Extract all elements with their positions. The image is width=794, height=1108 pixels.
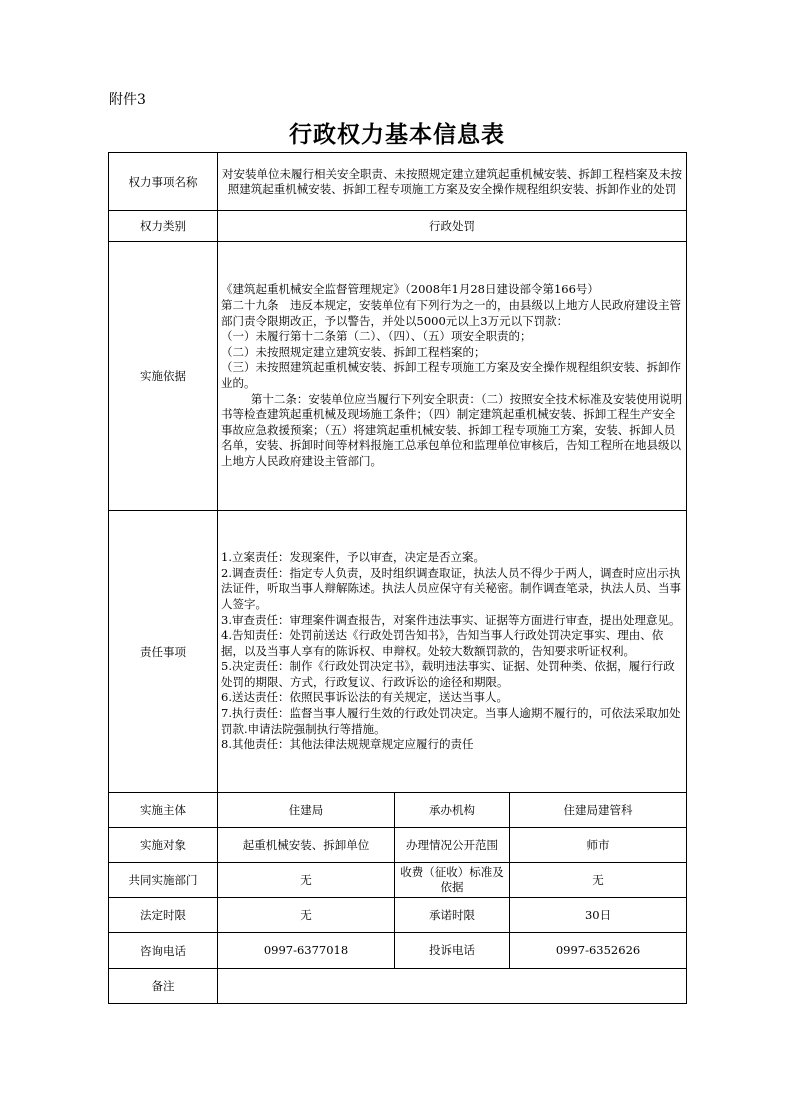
basis-paragraph: （一）未履行第十二条第（二）、（四）、（五）项安全职责的； (221, 329, 532, 344)
basis-paragraph: 第十二条：安装单位应当履行下列安全职责：（二）按照安全技术标准及安装使用说明书等检查建筑起重机械及现场施工条件；（四）制定建筑起重机械安装、拆卸工程生产安全事故应急救援预案；（五）将建筑起重机械安装、拆卸工程专项施工方案，安装、拆卸人员名单，安装、拆卸时间等材料报施工总承包单位和监理单位审核后，告知工程所在地县级以上地方人民政府建设主管部门。 (221, 391, 683, 468)
responsibility-item: 2.调查责任：指定专人负责，及时组织调查取证，执法人员不得少于两人，调查时应出示执法证件，听取当事人辩解陈述。执法人员应保守有关秘密。制作调查笔录，执法人员、当事人签字。 (221, 565, 681, 611)
basis-paragraph: 第二十九条 违反本规定，安装单位有下列行为之一的，由县级以上地方人民政府建设主管部门责令限期改正，予以警告，并处以5000元以上3万元以下罚款： (221, 298, 681, 328)
item-name-label: 权力事项名称 (109, 153, 218, 211)
legal-time-limit-label: 法定时限 (109, 898, 218, 933)
promised-time-limit-label: 承诺时限 (395, 898, 510, 933)
row-time-limit (109, 898, 687, 933)
handling-agency-value: 住建局建管科 (510, 793, 687, 828)
target-value: 起重机械安装、拆卸单位 (218, 828, 395, 863)
row-responsibility (109, 511, 687, 793)
legal-time-limit-value: 无 (218, 898, 395, 933)
responsibility-item: 8.其他责任：其他法律法规规章规定应履行的责任 (221, 737, 474, 752)
consult-phone-value: 0997-6377018 (218, 933, 395, 969)
responsibility-item: 5.决定责任：制作《行政处罚决定书》，载明违法事实、证据、处罚种类、依据，履行行政处罚的期限、方式，行政复议、行政诉讼的途径和期限。 (221, 659, 675, 689)
responsibility-content (218, 511, 687, 793)
basis-label: 实施依据 (109, 242, 218, 511)
responsibility-item: 6.送达责任：依照民事诉讼法的有关规定，送达当事人。 (221, 690, 508, 705)
category-label: 权力类别 (109, 211, 218, 242)
joint-department-label: 共同实施部门 (109, 863, 218, 898)
basis-paragraph: （三）未按照建筑起重机械安装、拆卸工程专项施工方案及安全操作规程组织安装、拆卸作业的。 (221, 360, 681, 390)
basis-paragraph: 《建筑起重机械安全监督管理规定》（2008年1月28日建设部令第166号） (221, 282, 599, 297)
item-name-value: 对安装单位未履行相关安全职责、未按照规定建立建筑起重机械安装、拆卸工程档案及未按照建筑起重机械安装、拆卸工程专项施工方案及安全操作规程组织安装、拆卸作业的处罚 (218, 153, 687, 211)
target-label: 实施对象 (109, 828, 218, 863)
consult-phone-label: 咨询电话 (109, 933, 218, 969)
disclosure-scope-label: 办理情况公开范围 (395, 828, 510, 863)
responsibility-label: 责任事项 (109, 511, 218, 793)
row-joint-department (109, 863, 687, 898)
power-info-table (108, 152, 687, 1004)
attachment-label: 附件3 (109, 92, 146, 108)
basis-content (218, 242, 687, 511)
fee-standard-value: 无 (510, 863, 687, 898)
remark-value (218, 969, 687, 1004)
row-basis (109, 242, 687, 511)
joint-department-value: 无 (218, 863, 395, 898)
row-target (109, 828, 687, 863)
row-remark (109, 969, 687, 1004)
responsibility-item: 3.审查责任：审理案件调查报告，对案件违法事实、证据等方面进行审查，提出处理意见。 (221, 612, 681, 627)
subject-label: 实施主体 (109, 793, 218, 828)
fee-standard-label: 收费（征收）标准及依据 (395, 863, 510, 898)
row-category (109, 211, 687, 242)
complaint-phone-label: 投诉电话 (395, 933, 510, 969)
complaint-phone-value: 0997-6352626 (510, 933, 687, 969)
disclosure-scope-value: 师市 (510, 828, 687, 863)
responsibility-item: 1.立案责任：发现案件，予以审查，决定是否立案。 (221, 550, 485, 565)
remark-label: 备注 (109, 969, 218, 1004)
handling-agency-label: 承办机构 (395, 793, 510, 828)
page-title: 行政权力基本信息表 (289, 121, 505, 148)
basis-paragraph: （二）未按照规定建立建筑安装、拆卸工程档案的； (221, 344, 486, 359)
row-subject (109, 793, 687, 828)
responsibility-item: 4.告知责任：处罚前送达《行政处罚告知书》，告知当事人行政处罚决定事实、理由、依据，以及当事人享有的陈诉权、申辩权。处较大数额罚款的，告知要求听证权利。 (221, 628, 664, 658)
row-item-name (109, 153, 687, 211)
promised-time-limit-value: 30日 (510, 898, 687, 933)
subject-value: 住建局 (218, 793, 395, 828)
row-phone (109, 933, 687, 969)
category-value: 行政处罚 (218, 211, 687, 242)
responsibility-item: 7.执行责任：监督当事人履行生效的行政处罚决定。当事人逾期不履行的，可依法采取加处罚款.申请法院强制执行等措施。 (221, 706, 681, 736)
